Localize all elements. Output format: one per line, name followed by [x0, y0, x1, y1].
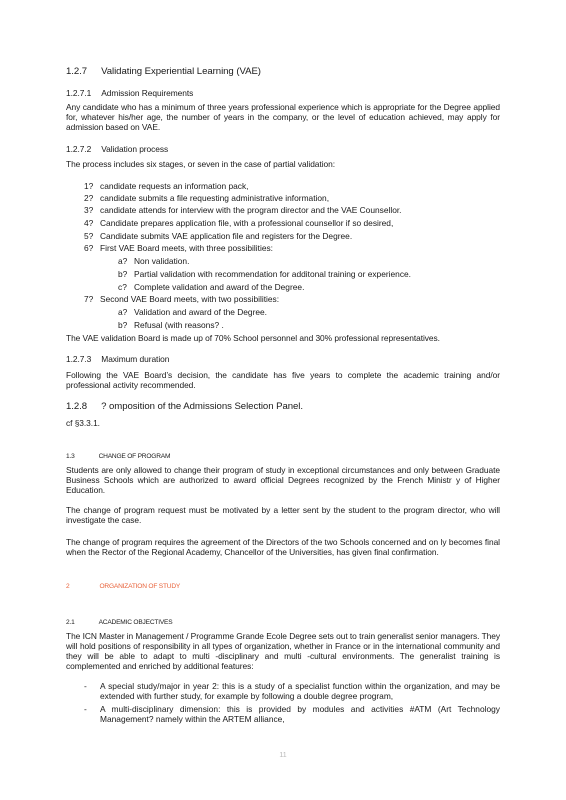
heading-2-1 — [66, 616, 172, 628]
list-text: candidate submits a file requesting administrative information, — [100, 193, 330, 203]
heading-1-2-7-3 — [66, 354, 169, 364]
list-marker: 5? — [84, 231, 94, 241]
board-composition: The VAE validation Board is made up of 70% School personnel and 30% professional representatives. — [66, 333, 440, 343]
list-text: Second VAE Board meets, with two possibilities: — [100, 294, 280, 304]
sub-list-item — [118, 282, 304, 292]
admission-paragraph: Any candidate who has a minimum of three years professional experience which is appropriate for the Degree applied for, whatever his/her age, the number of years in the company, or the level of education achieved, may apply for admission based on VAE. — [66, 102, 500, 132]
section-title: Admission Requirements — [101, 88, 194, 98]
list-item — [84, 193, 329, 203]
section-number: 1.2.7.1 — [66, 88, 92, 98]
heading-1-2-7 — [66, 67, 261, 77]
list-text: Candidate submits VAE application file and registers for the Degree. — [100, 231, 353, 241]
list-text: Candidate prepares application file, with a professional counsellor if so desired, — [100, 218, 394, 228]
list-marker: b? — [118, 269, 128, 279]
process-intro: The process includes six stages, or seven in the case of partial validation: — [66, 159, 335, 169]
list-marker: a? — [118, 256, 128, 266]
list-text: Complete validation and award of the Degree. — [134, 282, 305, 292]
list-marker: 3? — [84, 205, 94, 215]
section-number: 1.2.7 — [66, 66, 88, 77]
heading-1-2-8 — [66, 402, 303, 412]
list-item — [84, 294, 279, 304]
list-text: candidate requests an information pack, — [100, 181, 249, 191]
bullet-dash: - — [84, 704, 87, 714]
section-title: CHANGE OF PROGRAM — [98, 453, 171, 460]
list-item — [84, 231, 352, 241]
list-marker: b? — [118, 320, 128, 330]
list-marker: 1? — [84, 181, 94, 191]
section-title: ? omposition of the Admissions Selection Panel. — [101, 401, 303, 412]
list-text: candidate attends for interview with the program director and the VAE Counsellor. — [100, 205, 402, 215]
list-item — [84, 243, 273, 253]
list-marker: 7? — [84, 294, 94, 304]
list-text: Partial validation with recommendation for additonal training or experience. — [134, 269, 411, 279]
section-number: 1.3 — [66, 453, 75, 460]
page-number: 11 — [279, 752, 287, 759]
sub-list-item — [118, 256, 189, 266]
section-number: 2 — [66, 583, 70, 590]
bullet-text: A special study/major in year 2: this is a study of a specialist function within the organization, and may be extended with further study, for example by following a double degree program, — [100, 681, 500, 701]
duration-paragraph: Following the VAE Board’s decision, the candidate has five years to complete the academic training and/or professional activity recommended. — [66, 370, 500, 390]
list-marker: 4? — [84, 218, 94, 228]
heading-1-3 — [66, 450, 170, 462]
section-number: 1.2.7.2 — [66, 144, 92, 154]
list-marker: a? — [118, 307, 128, 317]
section-title: ORGANIZATION OF STUDY — [99, 583, 181, 590]
section-number: 1.2.7.3 — [66, 354, 92, 364]
heading-1-2-7-2 — [66, 144, 168, 154]
sub-list-item — [118, 307, 267, 317]
sub-list-item — [118, 320, 224, 330]
list-item — [84, 218, 393, 228]
change-paragraph-2: The change of program request must be motivated by a letter sent by the student to the program director, who will investigate the case. — [66, 505, 500, 525]
section-title: Validation process — [101, 144, 169, 154]
list-text: Refusal (with reasons? . — [134, 320, 224, 330]
cross-reference: cf §3.3.1. — [66, 418, 100, 428]
section-title: Validating Experiential Learning (VAE) — [101, 66, 261, 77]
list-marker: 6? — [84, 243, 94, 253]
list-item — [84, 181, 249, 191]
sub-list-item — [118, 269, 411, 279]
heading-1-2-7-1 — [66, 88, 193, 98]
list-item — [84, 205, 402, 215]
bullet-text: A multi-disciplinary dimension: this is provided by modules and activities #ATM (Art Technology Management? namely within the ARTEM alliance, — [100, 704, 500, 724]
list-marker: c? — [118, 282, 127, 292]
section-number: 1.2.8 — [66, 401, 88, 412]
heading-2 — [66, 580, 180, 592]
change-paragraph-3: The change of program requires the agreement of the Directors of the two Schools concerned and on ly becomes final when the Rector of the Regional Academy, Chancellor of the Universities, has given final confirmation. — [66, 537, 500, 557]
bullet-dash: - — [84, 681, 87, 691]
section-title: Maximum duration — [101, 354, 170, 364]
list-text: First VAE Board meets, with three possibilities: — [100, 243, 273, 253]
list-marker: 2? — [84, 193, 94, 203]
section-title: ACADEMIC OBJECTIVES — [98, 619, 173, 626]
list-text: Validation and award of the Degree. — [134, 307, 268, 317]
list-text: Non validation. — [134, 256, 190, 266]
section-number: 2.1 — [66, 619, 75, 626]
objectives-paragraph: The ICN Master in Management / Programme Grande Ecole Degree sets out to train generalist senior managers. They will hold positions of responsibility in all types of organization, whether in France or in the international community and they will be able to adapt to multi -disciplinary and multi -cultural environments. The generalist training is complemented and enriched by additional features: — [66, 631, 500, 671]
change-paragraph-1: Students are only allowed to change their program of study in exceptional circumstances and only between Graduate Business Schools which are authorized to award official Degrees recognized by the French Ministr y of Higher Education. — [66, 465, 500, 495]
